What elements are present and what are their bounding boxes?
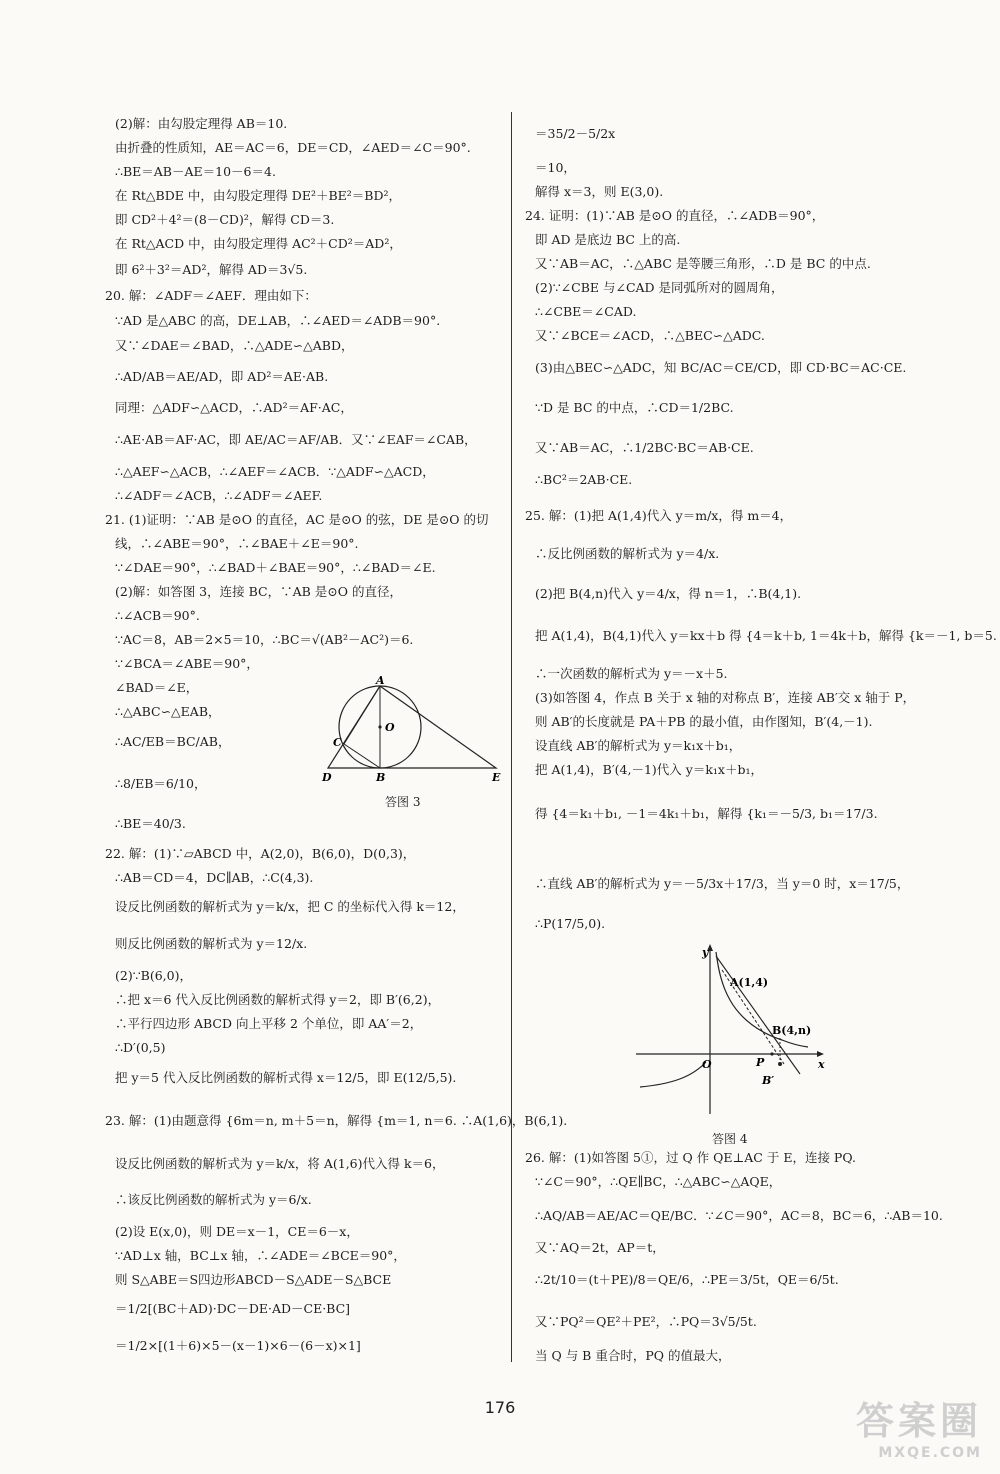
fig3-label-c: C [333, 736, 342, 749]
fig4-label-y: y [702, 946, 709, 959]
right-line: 又∵AQ＝2t，AP＝t， [535, 1240, 665, 1255]
fig4-label-b-prime: B′ [762, 1074, 775, 1087]
left-line: ∵∠DAE＝90°，∴∠BAD＋∠BAE＝90°，∴∠BAD＝∠E. [115, 560, 436, 575]
watermark-url: MXQE.COM [878, 1445, 982, 1461]
left-line: ∴△AEF∽△ACB，∴∠AEF＝∠ACB．∵△ADF∽△ACD， [115, 464, 435, 479]
right-line: (2)把 B(4,n)代入 y＝4/x，得 n＝1，∴B(4,1). [535, 586, 802, 601]
right-line: 26. 解：(1)如答图 5①，过 Q 作 QE⊥AC 于 E，连接 PQ. [525, 1150, 856, 1165]
left-line: (2)∵B(6,0)， [115, 968, 192, 983]
right-line: ∴一次函数的解析式为 y＝－x＋5. [535, 666, 728, 681]
left-line: 同理：△ADF∽△ACD，∴AD²＝AF·AC， [115, 400, 353, 415]
watermark-text: 答案圈 [855, 1399, 982, 1443]
right-line: ＝10， [535, 160, 576, 175]
right-line: 得 {4＝k₁＋b₁, －1＝4k₁＋b₁，解得 {k₁＝－5/3, b₁＝17/3. [535, 806, 878, 821]
left-line: ∴AB＝CD＝4，DC∥AB，∴C(4,3). [115, 870, 314, 885]
left-line: ∴∠ADF＝∠ACB，∴∠ADF＝∠AEF. [115, 488, 323, 503]
right-line: 把 A(1,4)，B′(4,－1)代入 y＝k₁x＋b₁， [535, 762, 763, 777]
left-line: ∴BE＝40/3. [115, 816, 186, 831]
left-line: 由折叠的性质知，AE＝AC＝6，DE＝CD，∠AED＝∠C＝90°. [115, 140, 471, 155]
left-line: ∴∠ACB＝90°. [115, 608, 200, 623]
right-line: ∵D 是 BC 的中点，∴CD＝1/2BC. [535, 400, 734, 415]
left-line: ∵AD 是△ABC 的高，DE⊥AB，∴∠AED＝∠ADB＝90°. [115, 313, 441, 328]
right-line: ∴P(17/5,0). [535, 916, 606, 931]
right-line: ＝35/2－5/2x [535, 126, 616, 141]
fig3-label-b: B [376, 771, 386, 784]
right-line: ∴反比例函数的解析式为 y＝4/x. [535, 546, 720, 561]
left-line: 在 Rt△ACD 中，由勾股定理得 AC²＋CD²＝AD²， [115, 236, 402, 251]
left-line: ∵AC＝8，AB＝2×5＝10，∴BC＝√(AB²－AC²)＝6. [115, 632, 414, 647]
left-line: ∴△ABC∽△EAB， [115, 704, 221, 719]
left-line: 20. 解：∠ADF＝∠AEF．理由如下： [105, 288, 317, 303]
left-line: 21. (1)证明：∵AB 是⊙O 的直径，AC 是⊙O 的弦，DE 是⊙O 的切 [105, 512, 489, 527]
right-line: ∴BC²＝2AB·CE. [535, 472, 633, 487]
fig3-label-d: D [322, 771, 332, 784]
page-number: 176 [484, 1398, 516, 1417]
right-line: (2)∵∠CBE 与∠CAD 是同弧所对的圆周角， [535, 280, 784, 295]
right-line: (3)如答图 4，作点 B 关于 x 轴的对称点 B′，连接 AB′交 x 轴于 P， [535, 690, 916, 705]
left-line: ∵AD⊥x 轴，BC⊥x 轴，∴∠ADE＝∠BCE＝90°， [115, 1248, 406, 1263]
figure-3 [318, 676, 508, 786]
left-line: 在 Rt△BDE 中，由勾股定理得 DE²＋BE²＝BD²， [115, 188, 401, 203]
right-line: 即 AD 是底边 BC 上的高. [535, 232, 681, 247]
watermark-logo [822, 1390, 982, 1460]
left-line: ∴BE＝AB－AE＝10－6＝4. [115, 164, 276, 179]
left-line: (2)设 E(x,0)，则 DE＝x－1，CE＝6－x， [115, 1224, 359, 1239]
left-line: ∴把 x＝6 代入反比例函数的解析式得 y＝2，即 B′(6,2)， [115, 992, 441, 1007]
left-line: ∴AD/AB＝AE/AD，即 AD²＝AE·AB. [115, 369, 329, 384]
right-line: ∴2t/10＝(t＋PE)/8＝QE/6，∴PE＝3/5t，QE＝6/5t. [535, 1272, 839, 1287]
right-line: 当 Q 与 B 重合时，PQ 的值最大， [535, 1348, 731, 1363]
right-line: 24. 证明：(1)∵AB 是⊙O 的直径，∴∠ADB＝90°， [525, 208, 825, 223]
right-line: 把 A(1,4)，B(4,1)代入 y＝kx＋b 得 {4＝k＋b, 1＝4k＋b，解得 {k＝－1, b＝5. [535, 628, 997, 643]
right-line: 又∵∠BCE＝∠ACD，∴△BEC∽△ADC. [535, 328, 765, 343]
right-line: 25. 解：(1)把 A(1,4)代入 y＝m/x，得 m＝4， [525, 508, 793, 523]
right-line: ∵∠C＝90°，∴QE∥BC，∴△ABC∽△AQE， [535, 1174, 782, 1189]
right-line: 设直线 AB′的解析式为 y＝k₁x＋b₁， [535, 738, 742, 753]
left-line: 设反比例函数的解析式为 y＝k/x，把 C 的坐标代入得 k＝12， [115, 899, 465, 914]
fig3-label-o: O [385, 721, 395, 734]
left-line: (2)解：由勾股定理得 AB＝10. [115, 116, 288, 131]
fig4-label-x: x [818, 1058, 825, 1071]
left-line: ∴AC/EB＝BC/AB， [115, 734, 231, 749]
left-line: 即 CD²＋4²＝(8－CD)²，解得 CD＝3. [115, 212, 335, 227]
left-line: ∠BAD＝∠E， [115, 680, 199, 695]
right-line: ∴直线 AB′的解析式为 y＝－5/3x＋17/3，当 y＝0 时，x＝17/5， [535, 876, 910, 891]
left-line: 则 S△ABE＝S四边形ABCD－S△ADE－S△BCE [115, 1272, 392, 1287]
right-line: 又∵PQ²＝QE²＋PE²，∴PQ＝3√5/5t. [535, 1314, 757, 1329]
fig4-label-a: A(1,4) [730, 976, 769, 989]
left-line: (2)解：如答图 3，连接 BC，∵AB 是⊙O 的直径， [115, 584, 402, 599]
left-line: ＝1/2×[(1＋6)×5－(x－1)×6－(6－x)×1] [115, 1338, 361, 1353]
right-line: (3)由△BEC∽△ADC，知 BC/AC＝CE/CD，即 CD·BC＝AC·CE. [535, 360, 907, 375]
left-line: ∵∠BCA＝∠ABE＝90°， [115, 656, 259, 671]
fig4-label-p: P [756, 1056, 765, 1069]
left-line: ∴8/EB＝6/10， [115, 776, 207, 791]
fig4-label-b: B(4,n) [772, 1024, 812, 1037]
figure-4 [632, 942, 832, 1122]
right-line: ∴AQ/AB＝AE/AC＝QE/BC．∵∠C＝90°，AC＝8，BC＝6，∴AB＝10. [535, 1208, 943, 1223]
left-line: ∴D′(0,5) [115, 1040, 166, 1055]
figure-3-caption: 答图 3 [385, 795, 421, 809]
left-line: 又∵∠DAE＝∠BAD，∴△ADE∽△ABD， [115, 338, 354, 353]
left-line: ∴该反比例函数的解析式为 y＝6/x. [115, 1192, 312, 1207]
fig4-label-o: O [702, 1058, 712, 1071]
right-line: 解得 x＝3，则 E(3,0). [535, 184, 664, 199]
left-line: ∴AE·AB＝AF·AC，即 AE/AC＝AF/AB．又∵∠EAF＝∠CAB， [115, 432, 477, 447]
fig3-label-a: A [376, 676, 385, 687]
fig3-label-e: E [492, 771, 501, 784]
left-line: 23. 解：(1)由题意得 {6m＝n, m＋5＝n，解得 {m＝1, n＝6. ∴A(1,6)，B(6,1). [105, 1113, 568, 1128]
left-line: 设反比例函数的解析式为 y＝k/x，将 A(1,6)代入得 k＝6， [115, 1156, 445, 1171]
right-line: ∴∠CBE＝∠CAD. [535, 304, 637, 319]
left-line: ∴平行四边形 ABCD 向上平移 2 个单位，即 AA′＝2， [115, 1016, 423, 1031]
left-line: 则反比例函数的解析式为 y＝12/x. [115, 936, 308, 951]
right-line: 则 AB′的长度就是 PA＋PB 的最小值，由作图知，B′(4,－1). [535, 714, 873, 729]
left-line: 把 y＝5 代入反比例函数的解析式得 x＝12/5，即 E(12/5,5). [115, 1070, 457, 1085]
left-line: 即 6²＋3²＝AD²，解得 AD＝3√5. [115, 262, 308, 277]
left-line: 22. 解：(1)∵▱ABCD 中，A(2,0)，B(6,0)，D(0,3)， [105, 846, 416, 861]
left-line: ＝1/2[(BC＋AD)·DC－DE·AD－CE·BC] [115, 1301, 351, 1316]
right-line: 又∵AB＝AC，∴1/2BC·BC＝AB·CE. [535, 440, 754, 455]
column-divider [511, 112, 512, 1362]
right-line: 又∵AB＝AC，∴△ABC 是等腰三角形，∴D 是 BC 的中点. [535, 256, 871, 271]
figure-4-caption: 答图 4 [712, 1132, 748, 1146]
left-line: 线，∴∠ABE＝90°，∴∠BAE＋∠E＝90°. [115, 536, 359, 551]
